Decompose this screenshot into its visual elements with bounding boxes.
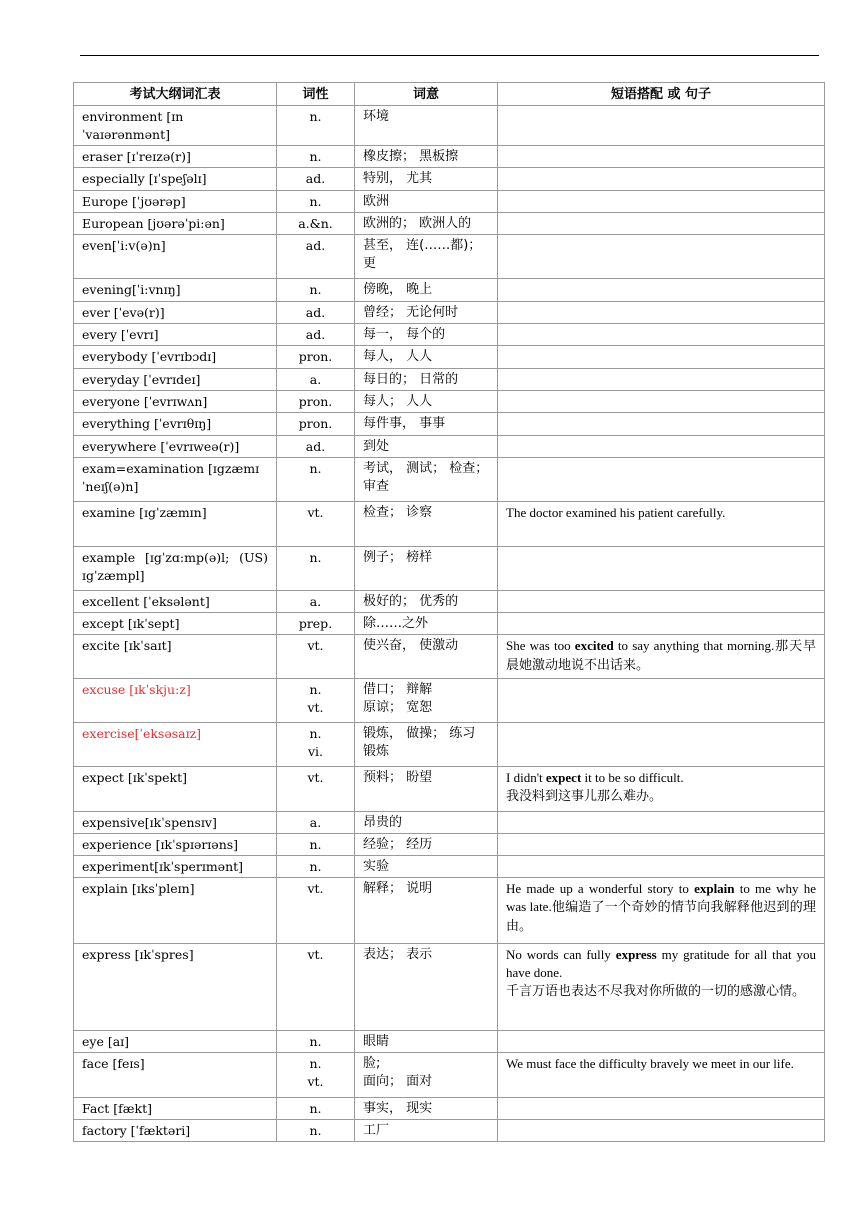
example-cell	[498, 346, 825, 369]
example-cell	[498, 324, 825, 346]
example-cell	[498, 369, 825, 391]
example-cell	[498, 547, 825, 591]
meaning-cell: 每一， 每个的	[355, 324, 498, 346]
table-row	[74, 146, 825, 168]
table-row	[74, 679, 825, 723]
example-cell: No words can fully express my gratitude for all that you have done. 千言万语也表达不尽我对你所做的一切的感激心情。	[498, 944, 825, 1031]
example-cell	[498, 679, 825, 723]
word-cell: ever [ˈevə(r)]	[74, 302, 277, 324]
table-row	[74, 613, 825, 635]
table-row	[74, 346, 825, 369]
table-header-row	[74, 83, 825, 106]
word-cell: environment [ɪnˈvaɪərənmənt]	[74, 106, 277, 146]
table-row	[74, 324, 825, 346]
meaning-cell: 解释； 说明	[355, 878, 498, 944]
meaning-cell: 欧洲的； 欧洲人的	[355, 213, 498, 235]
part-of-speech-cell: n.	[277, 1120, 355, 1142]
column-header-phrase-or-sentence: 短语搭配 或 句子	[498, 83, 825, 106]
example-cell	[498, 1120, 825, 1142]
word-cell: exercise[ˈeksəsaɪz]	[74, 723, 277, 767]
word-cell: Fact [fækt]	[74, 1098, 277, 1120]
table-row	[74, 944, 825, 1031]
word-cell: everybody [ˈevrɪbɔdɪ]	[74, 346, 277, 369]
table-row	[74, 767, 825, 812]
meaning-cell: 甚至， 连(……都)； 更	[355, 235, 498, 279]
meaning-cell: 事实， 现实	[355, 1098, 498, 1120]
part-of-speech-cell: n.	[277, 106, 355, 146]
meaning-cell: 橡皮擦； 黑板擦	[355, 146, 498, 168]
meaning-cell: 曾经； 无论何时	[355, 302, 498, 324]
word-cell: expect [ɪkˈspekt]	[74, 767, 277, 812]
word-cell: examine [ɪgˈzæmɪn]	[74, 502, 277, 547]
meaning-cell: 昂贵的	[355, 812, 498, 834]
table-row	[74, 591, 825, 613]
meaning-cell: 预料； 盼望	[355, 767, 498, 812]
meaning-cell: 每日的； 日常的	[355, 369, 498, 391]
example-cell	[498, 458, 825, 502]
table-row	[74, 723, 825, 767]
example-cell	[498, 613, 825, 635]
example-cell	[498, 812, 825, 834]
meaning-cell: 特别， 尤其	[355, 168, 498, 191]
part-of-speech-cell: pron.	[277, 391, 355, 413]
word-cell: European [jʊərəˈpi:ən]	[74, 213, 277, 235]
table-row	[74, 106, 825, 146]
table-row	[74, 458, 825, 502]
meaning-cell: 每人， 人人	[355, 346, 498, 369]
table-row	[74, 302, 825, 324]
table-row	[74, 279, 825, 302]
header-rule	[80, 55, 819, 56]
part-of-speech-cell: prep.	[277, 613, 355, 635]
part-of-speech-cell: n.	[277, 1031, 355, 1053]
example-cell: He made up a wonderful story to explain to me why he was late.他编造了一个奇妙的情节向我解释他迟到的理由。	[498, 878, 825, 944]
part-of-speech-cell: n.	[277, 1098, 355, 1120]
example-cell	[498, 213, 825, 235]
meaning-cell: 借口； 辩解 原谅； 宽恕	[355, 679, 498, 723]
part-of-speech-cell: ad.	[277, 324, 355, 346]
part-of-speech-cell: vt.	[277, 635, 355, 679]
table-row	[74, 168, 825, 191]
example-cell	[498, 106, 825, 146]
part-of-speech-cell: n.	[277, 279, 355, 302]
part-of-speech-cell: vt.	[277, 502, 355, 547]
part-of-speech-cell: n.	[277, 146, 355, 168]
example-cell	[498, 723, 825, 767]
example-cell	[498, 856, 825, 878]
part-of-speech-cell: n. vt.	[277, 679, 355, 723]
word-cell: experiment[ɪkˈsperɪmənt]	[74, 856, 277, 878]
part-of-speech-cell: a.	[277, 812, 355, 834]
vocabulary-table	[73, 82, 825, 1142]
column-header-part-of-speech: 词性	[277, 83, 355, 106]
word-cell: face [feɪs]	[74, 1053, 277, 1098]
part-of-speech-cell: vt.	[277, 944, 355, 1031]
word-cell: explain [ɪksˈpleɪn]	[74, 878, 277, 944]
part-of-speech-cell: pron.	[277, 346, 355, 369]
word-cell: exam=examination [ɪgzæmɪˈneɪʃ(ə)n]	[74, 458, 277, 502]
meaning-cell: 例子； 榜样	[355, 547, 498, 591]
part-of-speech-cell: n. vt.	[277, 1053, 355, 1098]
meaning-cell: 眼睛	[355, 1031, 498, 1053]
part-of-speech-cell: a.&n.	[277, 213, 355, 235]
example-cell	[498, 1031, 825, 1053]
word-cell: eye [aɪ]	[74, 1031, 277, 1053]
part-of-speech-cell: vt.	[277, 878, 355, 944]
word-cell: factory [ˈfæktəri]	[74, 1120, 277, 1142]
table-row	[74, 391, 825, 413]
table-row	[74, 413, 825, 436]
word-cell: every [ˈevrɪ]	[74, 324, 277, 346]
word-cell: everyone [ˈevrɪwʌn]	[74, 391, 277, 413]
part-of-speech-cell: n.	[277, 191, 355, 213]
part-of-speech-cell: a.	[277, 591, 355, 613]
meaning-cell: 考试， 测试； 检查； 审查	[355, 458, 498, 502]
part-of-speech-cell: n. vi.	[277, 723, 355, 767]
meaning-cell: 检查； 诊察	[355, 502, 498, 547]
table-row	[74, 856, 825, 878]
column-header-word: 考试大纲词汇表	[74, 83, 277, 106]
word-cell: excellent [ˈeksələnt]	[74, 591, 277, 613]
part-of-speech-cell: ad.	[277, 168, 355, 191]
word-cell: everywhere [ˈevrɪweə(r)]	[74, 436, 277, 458]
word-cell: example [ɪgˈzɑ:mp(ə)l; (US) ɪgˈzæmpl]	[74, 547, 277, 591]
column-header-meaning: 词意	[355, 83, 498, 106]
part-of-speech-cell: pron.	[277, 413, 355, 436]
example-cell: She was too excited to say anything that morning.那天早晨她激动地说不出话来。	[498, 635, 825, 679]
part-of-speech-cell: a.	[277, 369, 355, 391]
word-cell: excite [ɪkˈsaɪt]	[74, 635, 277, 679]
table-row	[74, 547, 825, 591]
example-cell	[498, 436, 825, 458]
table-row	[74, 1031, 825, 1053]
table-row	[74, 812, 825, 834]
table-row	[74, 878, 825, 944]
table-row	[74, 635, 825, 679]
word-cell: expensive[ɪkˈspensɪv]	[74, 812, 277, 834]
example-cell	[498, 146, 825, 168]
meaning-cell: 环境	[355, 106, 498, 146]
example-cell: I didn't expect it to be so difficult. 我没料到这事儿那么难办。	[498, 767, 825, 812]
example-cell	[498, 391, 825, 413]
example-cell	[498, 279, 825, 302]
word-cell: excuse [ɪkˈskju:z]	[74, 679, 277, 723]
meaning-cell: 每件事， 事事	[355, 413, 498, 436]
meaning-cell: 锻炼， 做操； 练习 锻炼	[355, 723, 498, 767]
example-cell	[498, 302, 825, 324]
word-cell: eraser [ɪˈreɪzə(r)]	[74, 146, 277, 168]
meaning-cell: 实验	[355, 856, 498, 878]
example-cell	[498, 235, 825, 279]
table-row	[74, 1053, 825, 1098]
part-of-speech-cell: ad.	[277, 235, 355, 279]
table-row	[74, 235, 825, 279]
meaning-cell: 使兴奋， 使激动	[355, 635, 498, 679]
meaning-cell: 到处	[355, 436, 498, 458]
meaning-cell: 每人； 人人	[355, 391, 498, 413]
meaning-cell: 工厂	[355, 1120, 498, 1142]
part-of-speech-cell: ad.	[277, 436, 355, 458]
example-cell: We must face the difficulty bravely we meet in our life.	[498, 1053, 825, 1098]
word-cell: especially [ɪˈspeʃəlɪ]	[74, 168, 277, 191]
part-of-speech-cell: n.	[277, 834, 355, 856]
example-cell: The doctor examined his patient carefully.	[498, 502, 825, 547]
example-cell	[498, 413, 825, 436]
meaning-cell: 经验； 经历	[355, 834, 498, 856]
table-row	[74, 369, 825, 391]
part-of-speech-cell: n.	[277, 856, 355, 878]
meaning-cell: 除……之外	[355, 613, 498, 635]
table-row	[74, 1098, 825, 1120]
part-of-speech-cell: n.	[277, 458, 355, 502]
part-of-speech-cell: n.	[277, 547, 355, 591]
example-cell	[498, 191, 825, 213]
word-cell: everyday [ˈevrɪdeɪ]	[74, 369, 277, 391]
word-cell: experience [ɪkˈspɪərɪəns]	[74, 834, 277, 856]
word-cell: Europe [ˈjʊərəp]	[74, 191, 277, 213]
word-cell: except [ɪkˈsept]	[74, 613, 277, 635]
table-row	[74, 502, 825, 547]
word-cell: even[ˈi:v(ə)n]	[74, 235, 277, 279]
example-cell	[498, 834, 825, 856]
table-body	[74, 106, 825, 1142]
part-of-speech-cell: ad.	[277, 302, 355, 324]
word-cell: express [ɪkˈspres]	[74, 944, 277, 1031]
table-row	[74, 213, 825, 235]
table-row	[74, 436, 825, 458]
word-cell: evening[ˈi:vnɪŋ]	[74, 279, 277, 302]
part-of-speech-cell: vt.	[277, 767, 355, 812]
meaning-cell: 脸; 面向； 面对	[355, 1053, 498, 1098]
meaning-cell: 傍晚， 晚上	[355, 279, 498, 302]
example-cell	[498, 591, 825, 613]
example-cell	[498, 168, 825, 191]
table-row	[74, 191, 825, 213]
example-cell	[498, 1098, 825, 1120]
word-cell: everything [ˈevrɪθɪŋ]	[74, 413, 277, 436]
table-row	[74, 1120, 825, 1142]
table-row	[74, 834, 825, 856]
meaning-cell: 极好的； 优秀的	[355, 591, 498, 613]
meaning-cell: 欧洲	[355, 191, 498, 213]
meaning-cell: 表达； 表示	[355, 944, 498, 1031]
